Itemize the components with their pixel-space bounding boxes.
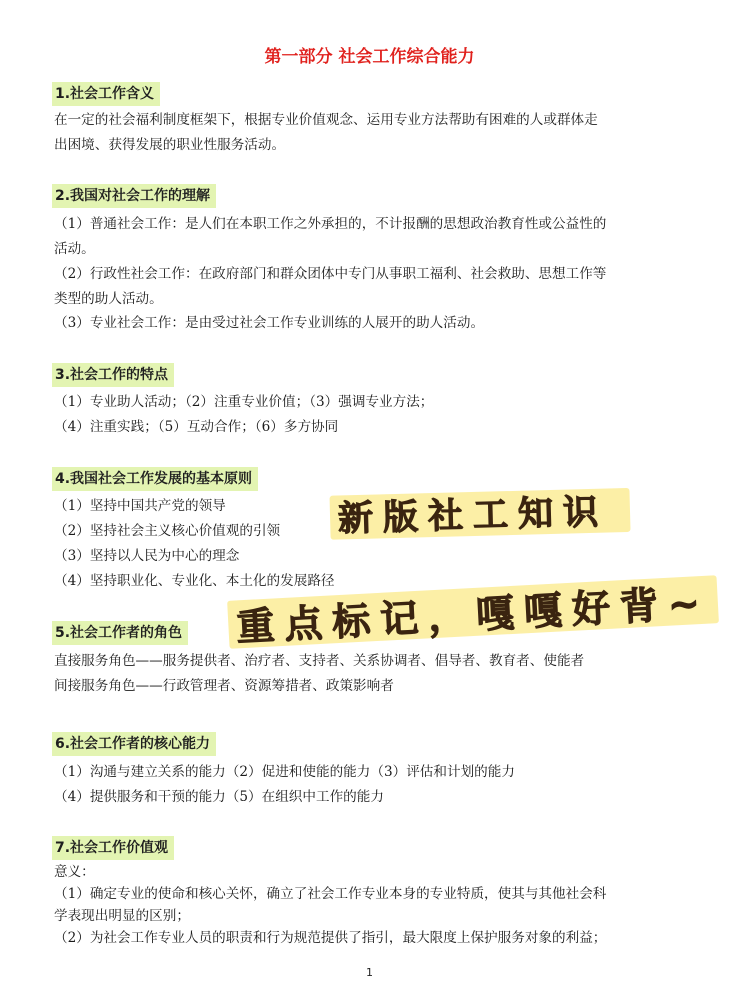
- section-3-line-2: （4）注重实践；（5）互动合作；（6）多方协同: [54, 419, 339, 435]
- sticker-text: 重点标记，嘎嘎好背~: [235, 580, 711, 650]
- sticker-text: 新版社工知识: [337, 492, 609, 540]
- section-6-line-2: （4）提供服务和干预的能力（5）在组织中工作的能力: [54, 789, 384, 805]
- section-2-line-4: 类型的助人活动。: [54, 291, 163, 307]
- section-7-line-3: 学表现出明显的区别；: [54, 908, 190, 924]
- section-5-line-1: 直接服务角色——服务提供者、治疗者、支持者、关系协调者、倡导者、教育者、使能者: [54, 653, 585, 669]
- sticker-new-edition: [337, 484, 608, 541]
- section-7-line-4: （2）为社会工作专业人员的职责和行为规范提供了指引，最大限度上保护服务对象的利益；: [54, 930, 607, 946]
- section-heading-3: 3.社会工作的特点: [52, 363, 174, 387]
- section-4-line-1: （1）坚持中国共产党的领导: [54, 498, 226, 514]
- section-6-line-1: （1）沟通与建立关系的能力（2）促进和使能的能力（3）评估和计划的能力: [54, 764, 515, 780]
- section-heading-1: 1.社会工作含义: [52, 82, 160, 106]
- section-7-line-1: 意义：: [54, 864, 95, 880]
- section-2-line-5: （3）专业社会工作：是由受过社会工作专业训练的人展开的助人活动。: [54, 315, 485, 331]
- section-3-line-1: （1）专业助人活动；（2）注重专业价值；（3）强调专业方法；: [54, 394, 434, 410]
- section-heading-7: 7.社会工作价值观: [52, 836, 174, 860]
- section-heading-6: 6.社会工作者的核心能力: [52, 732, 216, 756]
- section-5-line-2: 间接服务角色——行政管理者、资源筹措者、政策影响者: [54, 678, 394, 694]
- section-4-line-4: （4）坚持职业化、专业化、本土化的发展路径: [54, 573, 335, 589]
- section-7-line-2: （1）确定专业的使命和核心关怀，确立了社会工作专业本身的专业特质，使其与其他社会科: [54, 886, 607, 902]
- page-number: 1: [366, 966, 373, 979]
- section-1-line-1: 在一定的社会福利制度框架下，根据专业价值观念、运用专业方法帮助有困难的人或群体走: [54, 112, 598, 128]
- section-4-line-3: （3）坚持以人民为中心的理念: [54, 548, 240, 564]
- section-4-line-2: （2）坚持社会主义核心价值观的引领: [54, 523, 281, 539]
- section-1-line-2: 出困境、获得发展的职业性服务活动。: [54, 137, 286, 153]
- section-heading-2: 2.我国对社会工作的理解: [52, 184, 216, 208]
- section-2-line-3: （2）行政性社会工作：在政府部门和群众团体中专门从事职工福利、社会救助、思想工作等: [54, 266, 607, 282]
- section-2-line-2: 活动。: [54, 241, 95, 257]
- section-2-line-1: （1）普通社会工作：是人们在本职工作之外承担的，不计报酬的思想政治教育性或公益性的: [54, 216, 607, 232]
- section-heading-4: 4.我国社会工作发展的基本原则: [52, 467, 258, 491]
- page-title: 第一部分 社会工作综合能力: [264, 47, 475, 67]
- section-heading-5: 5.社会工作者的角色: [52, 621, 188, 645]
